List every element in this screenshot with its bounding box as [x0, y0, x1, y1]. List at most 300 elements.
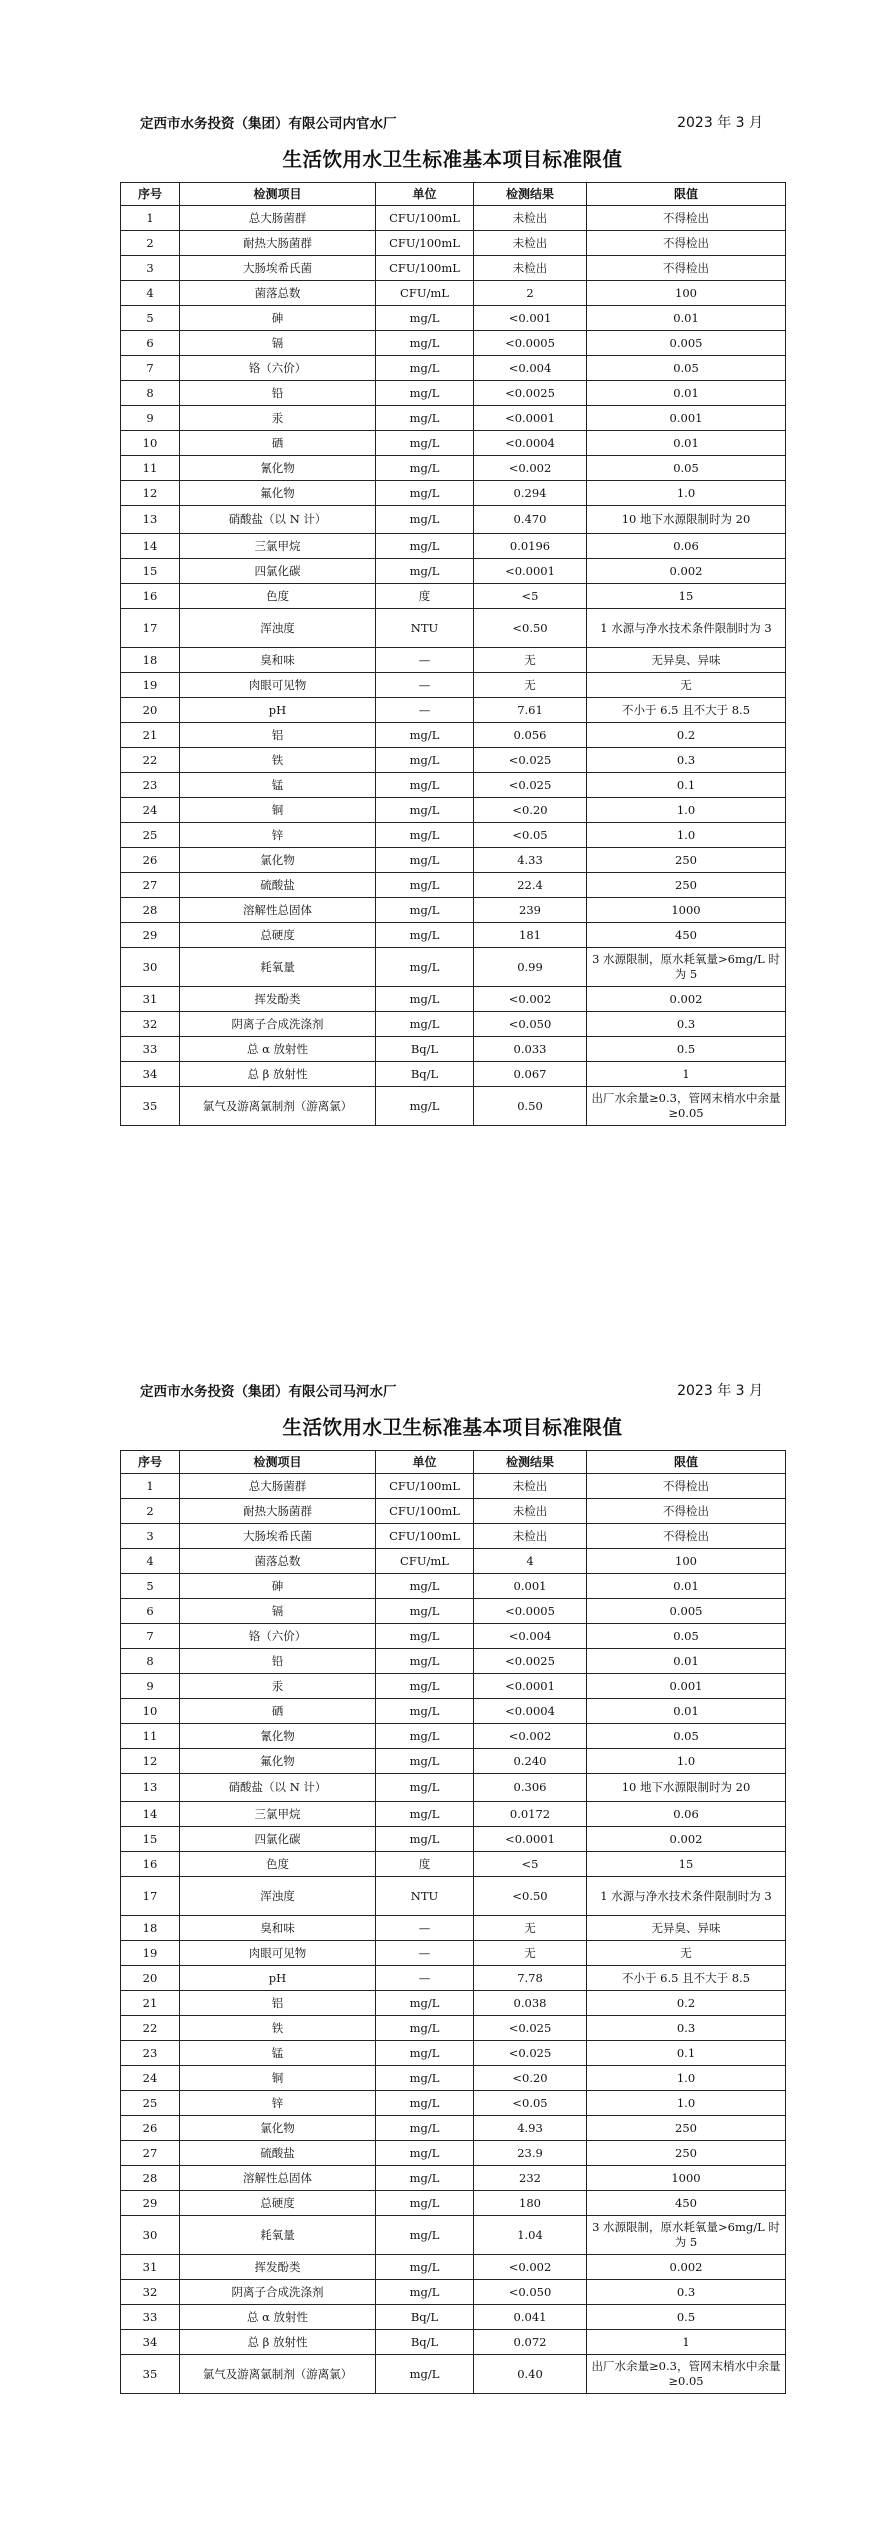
table-row — [121, 1674, 786, 1699]
cell-result: <0.002 — [474, 2255, 587, 2280]
cell-index: 25 — [121, 2091, 180, 2116]
table-row — [121, 673, 786, 698]
cell-index: 10 — [121, 431, 180, 456]
cell-unit: CFU/100mL — [376, 256, 474, 281]
cell-result: 7.61 — [474, 698, 587, 723]
cell-unit: — — [376, 1916, 474, 1941]
cell-limit: 0.01 — [587, 1574, 786, 1599]
cell-result: <0.001 — [474, 306, 587, 331]
cell-limit: 1 水源与净水技术条件限制时为 3 — [587, 1877, 786, 1916]
table-row — [121, 206, 786, 231]
cell-unit: mg/L — [376, 381, 474, 406]
cell-result: <0.50 — [474, 1877, 587, 1916]
cell-unit: mg/L — [376, 748, 474, 773]
cell-item: 肉眼可见物 — [180, 1941, 376, 1966]
table-row — [121, 1966, 786, 1991]
cell-unit: Bq/L — [376, 2305, 474, 2330]
cell-unit: mg/L — [376, 848, 474, 873]
table-row — [121, 748, 786, 773]
cell-item: 菌落总数 — [180, 1549, 376, 1574]
cell-limit: 250 — [587, 2141, 786, 2166]
cell-limit: 100 — [587, 1549, 786, 1574]
cell-item: 氟化物 — [180, 481, 376, 506]
cell-unit: mg/L — [376, 331, 474, 356]
cell-index: 18 — [121, 1916, 180, 1941]
cell-limit: 0.5 — [587, 1037, 786, 1062]
cell-limit: 1.0 — [587, 798, 786, 823]
cell-result: 4.93 — [474, 2116, 587, 2141]
cell-result: 0.033 — [474, 1037, 587, 1062]
table-header-row — [121, 183, 786, 206]
cell-index: 8 — [121, 1649, 180, 1674]
cell-limit: 1.0 — [587, 823, 786, 848]
cell-limit: 0.01 — [587, 1649, 786, 1674]
header-result: 检测结果 — [474, 183, 587, 206]
cell-limit: 0.01 — [587, 431, 786, 456]
cell-item: 耗氧量 — [180, 2216, 376, 2255]
table-row — [121, 1774, 786, 1802]
cell-limit: 0.002 — [587, 987, 786, 1012]
cell-index: 27 — [121, 873, 180, 898]
cell-unit: mg/L — [376, 559, 474, 584]
cell-unit: mg/L — [376, 1012, 474, 1037]
table-row — [121, 381, 786, 406]
cell-result: <0.002 — [474, 987, 587, 1012]
cell-result: 23.9 — [474, 2141, 587, 2166]
company-name: 定西市水务投资（集团）有限公司内官水厂 — [140, 116, 397, 132]
cell-unit: — — [376, 698, 474, 723]
cell-unit: — — [376, 648, 474, 673]
table-row — [121, 506, 786, 534]
cell-result: <0.025 — [474, 2016, 587, 2041]
cell-index: 31 — [121, 2255, 180, 2280]
cell-unit: — — [376, 673, 474, 698]
cell-item: 铜 — [180, 2066, 376, 2091]
table-row — [121, 2141, 786, 2166]
cell-unit: mg/L — [376, 873, 474, 898]
table-row — [121, 723, 786, 748]
cell-limit: 0.3 — [587, 748, 786, 773]
water-quality-table — [120, 1450, 786, 2394]
cell-limit: 0.005 — [587, 1599, 786, 1624]
cell-result: 181 — [474, 923, 587, 948]
cell-item: 三氯甲烷 — [180, 1802, 376, 1827]
table-row — [121, 1012, 786, 1037]
cell-limit: 100 — [587, 281, 786, 306]
cell-limit: 不得检出 — [587, 1499, 786, 1524]
cell-limit: 0.005 — [587, 331, 786, 356]
cell-index: 3 — [121, 1524, 180, 1549]
cell-result: 4 — [474, 1549, 587, 1574]
cell-limit: 0.06 — [587, 534, 786, 559]
cell-result: 0.50 — [474, 1087, 587, 1126]
cell-item: 臭和味 — [180, 1916, 376, 1941]
cell-item: 耐热大肠菌群 — [180, 1499, 376, 1524]
report-title: 生活饮用水卫生标准基本项目标准限值 — [282, 148, 623, 171]
cell-unit: CFU/100mL — [376, 1474, 474, 1499]
cell-index: 32 — [121, 2280, 180, 2305]
table-row — [121, 698, 786, 723]
table-row — [121, 481, 786, 506]
cell-item: 大肠埃希氏菌 — [180, 1524, 376, 1549]
cell-result: 未检出 — [474, 231, 587, 256]
table-row — [121, 1624, 786, 1649]
cell-limit: 0.05 — [587, 356, 786, 381]
cell-index: 9 — [121, 1674, 180, 1699]
cell-item: 浑浊度 — [180, 609, 376, 648]
cell-index: 22 — [121, 748, 180, 773]
cell-limit: 0.05 — [587, 456, 786, 481]
cell-result: 无 — [474, 673, 587, 698]
cell-index: 9 — [121, 406, 180, 431]
table-row — [121, 2191, 786, 2216]
table-row — [121, 1749, 786, 1774]
cell-limit: 不得检出 — [587, 206, 786, 231]
cell-limit: 450 — [587, 2191, 786, 2216]
cell-limit: 1 水源与净水技术条件限制时为 3 — [587, 609, 786, 648]
cell-result: 1.04 — [474, 2216, 587, 2255]
cell-unit: mg/L — [376, 1574, 474, 1599]
cell-result: <0.05 — [474, 823, 587, 848]
cell-index: 20 — [121, 1966, 180, 1991]
cell-item: 铜 — [180, 798, 376, 823]
table-row — [121, 1827, 786, 1852]
cell-limit: 1.0 — [587, 2066, 786, 2091]
table-row — [121, 2066, 786, 2091]
table-row — [121, 1037, 786, 1062]
table-row — [121, 898, 786, 923]
cell-limit: 10 地下水源限制时为 20 — [587, 506, 786, 534]
table-body — [121, 206, 786, 1126]
cell-unit: mg/L — [376, 773, 474, 798]
cell-limit: 0.05 — [587, 1724, 786, 1749]
cell-unit: 度 — [376, 1852, 474, 1877]
cell-item: 锌 — [180, 2091, 376, 2116]
company-name: 定西市水务投资（集团）有限公司马河水厂 — [140, 1384, 397, 1400]
header-unit: 单位 — [376, 183, 474, 206]
cell-index: 11 — [121, 1724, 180, 1749]
cell-result: 7.78 — [474, 1966, 587, 1991]
cell-index: 33 — [121, 2305, 180, 2330]
cell-limit: 1.0 — [587, 481, 786, 506]
cell-index: 6 — [121, 1599, 180, 1624]
cell-result: 2 — [474, 281, 587, 306]
table-row — [121, 1699, 786, 1724]
cell-result: 0.041 — [474, 2305, 587, 2330]
cell-item: 色度 — [180, 1852, 376, 1877]
cell-result: 232 — [474, 2166, 587, 2191]
cell-item: 铅 — [180, 381, 376, 406]
table-row — [121, 1474, 786, 1499]
header-unit: 单位 — [376, 1451, 474, 1474]
cell-item: 氰化物 — [180, 456, 376, 481]
cell-item: 汞 — [180, 1674, 376, 1699]
header-limit: 限值 — [587, 1451, 786, 1474]
cell-result: <0.50 — [474, 609, 587, 648]
cell-index: 29 — [121, 2191, 180, 2216]
cell-unit: mg/L — [376, 2141, 474, 2166]
table-row — [121, 873, 786, 898]
cell-limit: 0.3 — [587, 1012, 786, 1037]
cell-result: 无 — [474, 1916, 587, 1941]
cell-limit: 1000 — [587, 2166, 786, 2191]
cell-unit: mg/L — [376, 723, 474, 748]
header-index: 序号 — [121, 1451, 180, 1474]
cell-index: 8 — [121, 381, 180, 406]
cell-limit: 0.05 — [587, 1624, 786, 1649]
cell-unit: mg/L — [376, 948, 474, 987]
table-row — [121, 1802, 786, 1827]
table-row — [121, 1599, 786, 1624]
cell-item: 锌 — [180, 823, 376, 848]
cell-limit: 250 — [587, 873, 786, 898]
table-row — [121, 1916, 786, 1941]
cell-item: pH — [180, 698, 376, 723]
cell-unit: NTU — [376, 609, 474, 648]
cell-item: 氯气及游离氯制剂（游离氯） — [180, 1087, 376, 1126]
cell-unit: mg/L — [376, 456, 474, 481]
cell-limit: 0.002 — [587, 2255, 786, 2280]
cell-limit: 250 — [587, 848, 786, 873]
cell-limit: 不得检出 — [587, 1524, 786, 1549]
cell-unit: — — [376, 1966, 474, 1991]
cell-unit: mg/L — [376, 406, 474, 431]
cell-index: 20 — [121, 698, 180, 723]
cell-result: 0.99 — [474, 948, 587, 987]
table-row — [121, 431, 786, 456]
cell-limit: 3 水源限制，原水耗氧量>6mg/L 时为 5 — [587, 948, 786, 987]
cell-result: 0.056 — [474, 723, 587, 748]
cell-item: 硝酸盐（以 N 计） — [180, 1774, 376, 1802]
cell-item: 溶解性总固体 — [180, 2166, 376, 2191]
table-row — [121, 1941, 786, 1966]
cell-index: 22 — [121, 2016, 180, 2041]
cell-result: <0.004 — [474, 1624, 587, 1649]
cell-unit: CFU/100mL — [376, 231, 474, 256]
report-title: 生活饮用水卫生标准基本项目标准限值 — [282, 1416, 623, 1439]
cell-item: 氯化物 — [180, 2116, 376, 2141]
table-row — [121, 2280, 786, 2305]
cell-item: 总 β 放射性 — [180, 1062, 376, 1087]
cell-result: <5 — [474, 1852, 587, 1877]
cell-index: 28 — [121, 898, 180, 923]
cell-unit: mg/L — [376, 2216, 474, 2255]
report-date: 2023 年 3 月 — [677, 1383, 763, 1399]
cell-unit: mg/L — [376, 506, 474, 534]
table-row — [121, 534, 786, 559]
cell-unit: mg/L — [376, 1624, 474, 1649]
table-row — [121, 2330, 786, 2355]
cell-index: 26 — [121, 2116, 180, 2141]
cell-limit: 0.002 — [587, 559, 786, 584]
cell-result: 0.40 — [474, 2355, 587, 2394]
cell-unit: mg/L — [376, 923, 474, 948]
cell-limit: 无异臭、异味 — [587, 1916, 786, 1941]
cell-result: 未检出 — [474, 206, 587, 231]
cell-index: 5 — [121, 1574, 180, 1599]
cell-item: 菌落总数 — [180, 281, 376, 306]
cell-limit: 15 — [587, 584, 786, 609]
cell-index: 12 — [121, 481, 180, 506]
table-row — [121, 923, 786, 948]
cell-item: 镉 — [180, 1599, 376, 1624]
table-row — [121, 2091, 786, 2116]
cell-item: 铬（六价） — [180, 356, 376, 381]
cell-item: 氰化物 — [180, 1724, 376, 1749]
cell-result: <0.0001 — [474, 1827, 587, 1852]
cell-unit: CFU/mL — [376, 1549, 474, 1574]
table-row — [121, 1649, 786, 1674]
cell-index: 35 — [121, 1087, 180, 1126]
cell-item: 总 β 放射性 — [180, 2330, 376, 2355]
cell-result: 未检出 — [474, 256, 587, 281]
cell-unit: mg/L — [376, 898, 474, 923]
cell-index: 14 — [121, 1802, 180, 1827]
cell-result: <0.025 — [474, 2041, 587, 2066]
cell-index: 26 — [121, 848, 180, 873]
cell-limit: 不小于 6.5 且不大于 8.5 — [587, 698, 786, 723]
cell-item: 挥发酚类 — [180, 2255, 376, 2280]
cell-result: 0.470 — [474, 506, 587, 534]
cell-unit: 度 — [376, 584, 474, 609]
cell-item: 铝 — [180, 1991, 376, 2016]
cell-index: 7 — [121, 356, 180, 381]
cell-result: <0.050 — [474, 1012, 587, 1037]
cell-unit: mg/L — [376, 2116, 474, 2141]
cell-unit: Bq/L — [376, 1062, 474, 1087]
cell-item: pH — [180, 1966, 376, 1991]
cell-index: 13 — [121, 1774, 180, 1802]
cell-result: <0.0004 — [474, 431, 587, 456]
cell-unit: mg/L — [376, 1774, 474, 1802]
cell-unit: mg/L — [376, 987, 474, 1012]
cell-unit: CFU/100mL — [376, 1499, 474, 1524]
cell-limit: 0.3 — [587, 2016, 786, 2041]
cell-index: 34 — [121, 2330, 180, 2355]
table-row — [121, 356, 786, 381]
cell-item: 总硬度 — [180, 2191, 376, 2216]
table-row — [121, 2116, 786, 2141]
cell-unit: mg/L — [376, 1827, 474, 1852]
cell-unit: — — [376, 1941, 474, 1966]
cell-item: 铝 — [180, 723, 376, 748]
cell-limit: 0.001 — [587, 1674, 786, 1699]
cell-unit: Bq/L — [376, 2330, 474, 2355]
table-row — [121, 1524, 786, 1549]
cell-item: 砷 — [180, 1574, 376, 1599]
cell-unit: mg/L — [376, 1649, 474, 1674]
water-quality-table — [120, 182, 786, 1126]
table-row — [121, 2255, 786, 2280]
cell-unit: mg/L — [376, 2191, 474, 2216]
cell-result: 180 — [474, 2191, 587, 2216]
table-row — [121, 987, 786, 1012]
cell-result: <0.050 — [474, 2280, 587, 2305]
table-row — [121, 823, 786, 848]
table-row — [121, 648, 786, 673]
cell-limit: 不得检出 — [587, 256, 786, 281]
table-row — [121, 2041, 786, 2066]
cell-result: 未检出 — [474, 1474, 587, 1499]
cell-index: 31 — [121, 987, 180, 1012]
table-row — [121, 231, 786, 256]
cell-limit: 1 — [587, 2330, 786, 2355]
cell-item: 四氯化碳 — [180, 1827, 376, 1852]
table-row — [121, 2305, 786, 2330]
cell-index: 32 — [121, 1012, 180, 1037]
cell-item: 硫酸盐 — [180, 873, 376, 898]
table-row — [121, 2216, 786, 2255]
cell-item: 浑浊度 — [180, 1877, 376, 1916]
cell-limit: 1.0 — [587, 2091, 786, 2116]
cell-item: 铅 — [180, 1649, 376, 1674]
cell-result: <5 — [474, 584, 587, 609]
cell-result: 无 — [474, 648, 587, 673]
cell-index: 30 — [121, 948, 180, 987]
cell-result: 0.001 — [474, 1574, 587, 1599]
cell-limit: 无 — [587, 673, 786, 698]
cell-limit: 1 — [587, 1062, 786, 1087]
table-row — [121, 1877, 786, 1916]
cell-index: 6 — [121, 331, 180, 356]
cell-index: 35 — [121, 2355, 180, 2394]
cell-index: 17 — [121, 609, 180, 648]
table-row — [121, 1724, 786, 1749]
cell-index: 12 — [121, 1749, 180, 1774]
cell-item: 总 α 放射性 — [180, 2305, 376, 2330]
cell-unit: mg/L — [376, 2355, 474, 2394]
cell-limit: 不小于 6.5 且不大于 8.5 — [587, 1966, 786, 1991]
cell-unit: mg/L — [376, 2066, 474, 2091]
cell-unit: mg/L — [376, 356, 474, 381]
cell-item: 阴离子合成洗涤剂 — [180, 1012, 376, 1037]
cell-unit: mg/L — [376, 2280, 474, 2305]
cell-index: 24 — [121, 2066, 180, 2091]
cell-index: 23 — [121, 2041, 180, 2066]
table-row — [121, 798, 786, 823]
report-header — [120, 1380, 785, 1404]
cell-unit: mg/L — [376, 534, 474, 559]
cell-index: 15 — [121, 1827, 180, 1852]
table-row — [121, 1499, 786, 1524]
table-row — [121, 1062, 786, 1087]
cell-item: 硫酸盐 — [180, 2141, 376, 2166]
cell-index: 29 — [121, 923, 180, 948]
header-item: 检测项目 — [180, 1451, 376, 1474]
cell-result: <0.0025 — [474, 1649, 587, 1674]
cell-unit: mg/L — [376, 1749, 474, 1774]
cell-limit: 无 — [587, 1941, 786, 1966]
cell-item: 锰 — [180, 773, 376, 798]
cell-item: 氟化物 — [180, 1749, 376, 1774]
cell-result: <0.002 — [474, 456, 587, 481]
header-result: 检测结果 — [474, 1451, 587, 1474]
report-date: 2023 年 3 月 — [677, 115, 763, 131]
table-row — [121, 2016, 786, 2041]
cell-index: 1 — [121, 206, 180, 231]
cell-index: 2 — [121, 1499, 180, 1524]
cell-unit: NTU — [376, 1877, 474, 1916]
cell-item: 大肠埃希氏菌 — [180, 256, 376, 281]
table-body — [121, 1474, 786, 2394]
cell-index: 33 — [121, 1037, 180, 1062]
cell-item: 耗氧量 — [180, 948, 376, 987]
cell-index: 2 — [121, 231, 180, 256]
cell-index: 5 — [121, 306, 180, 331]
cell-unit: mg/L — [376, 1087, 474, 1126]
table-row — [121, 1087, 786, 1126]
cell-index: 28 — [121, 2166, 180, 2191]
